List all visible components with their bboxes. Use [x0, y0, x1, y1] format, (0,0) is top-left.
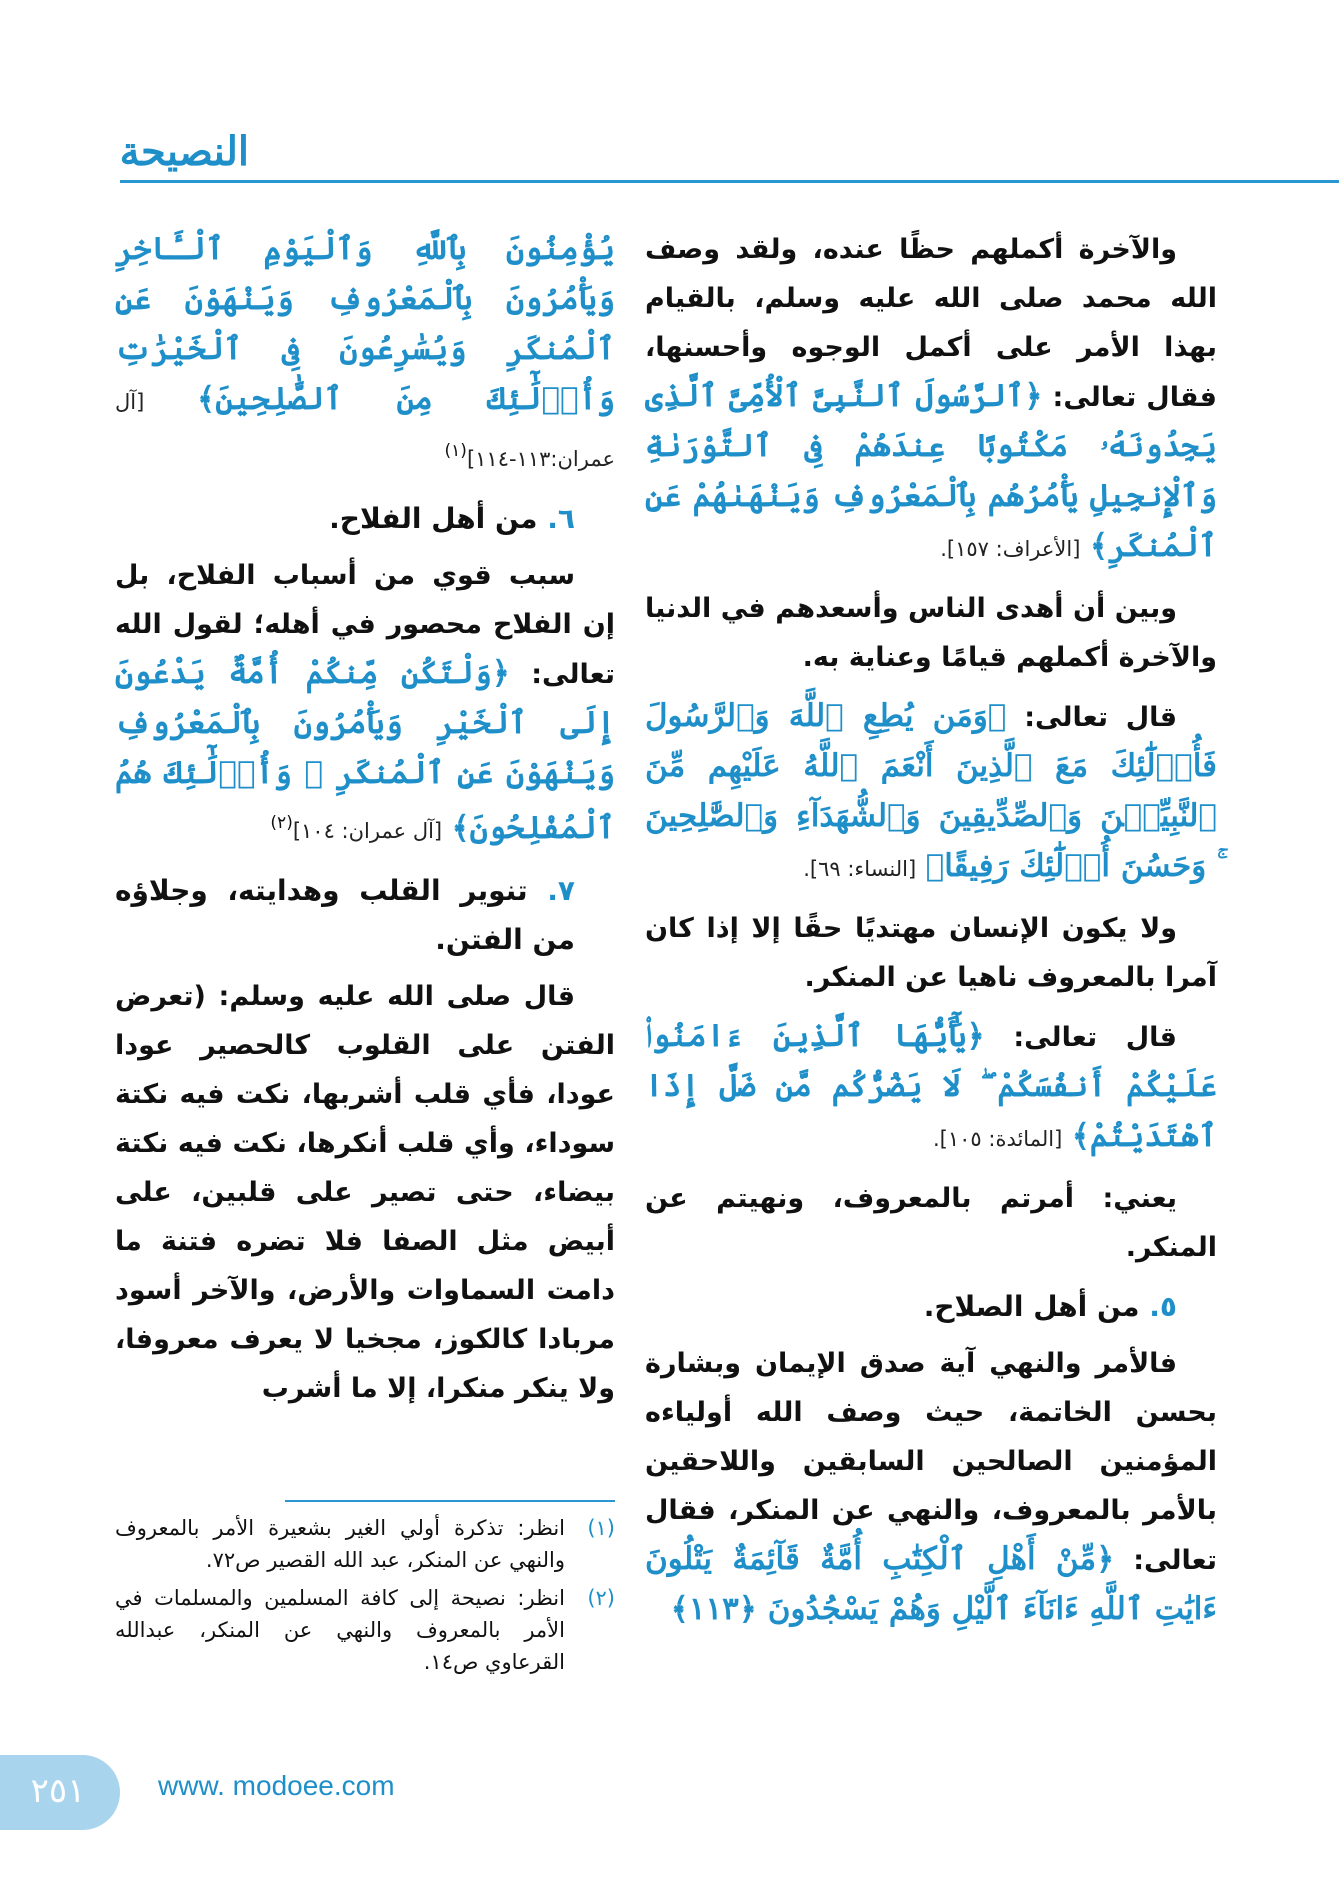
paragraph-text: سبب قوي من أسباب الفلاح، بل إن الفلاح محصور في أهله؛ لقول الله تعالى: — [115, 560, 615, 690]
quran-verse: ﴿ٱلرَّسُولَ ٱلنَّبِىَّ ٱلْأُمِّىَّ ٱلَّذِى يَجِدُونَهُۥ مَكْتُوبًا عِندَهُمْ فِى ٱلتَّوْرَىٰةِ وَٱلْإِنجِيلِ يَأْمُرُهُم بِٱلْمَعْرُوفِ وَيَنْهَىٰهُمْ عَنِ ٱلْمُنكَرِ﴾ — [645, 378, 1217, 564]
quran-verse: ﴿وَلْتَكُن مِّنكُمْ أُمَّةٌ يَدْعُونَ إِلَى ٱلْخَيْرِ وَيَأْمُرُونَ بِٱلْمَعْرُوفِ وَيَنْهَوْنَ عَنِ ٱلْمُنكَرِ ۚ وَأُو۟لَٰٓئِكَ هُمُ ٱلْمُفْلِحُونَ﴾ — [115, 655, 615, 846]
paragraph — [645, 1174, 1217, 1272]
heading-text: من أهل الصلاح. — [923, 1290, 1140, 1323]
page-number: ٢٥١ — [30, 1771, 86, 1811]
footnotes — [115, 1512, 615, 1684]
verse-reference: [المائدة: ١٠٥]. — [932, 1127, 1063, 1151]
quran-verse: ﴿مِّنْ أَهْلِ ٱلْكِتَٰبِ أُمَّةٌ قَآئِمَةٌ يَتْلُونَ ءَايَٰتِ ٱللَّهِ ءَانَآءَ ٱلَّيْلِ وَهُمْ يَسْجُدُونَ ﴿١١٣﴾ — [645, 1541, 1217, 1627]
paragraph — [645, 1012, 1217, 1164]
footnote-rule — [285, 1500, 615, 1502]
paragraph — [645, 225, 1217, 574]
verse-reference: [آل عمران:١١٣-١١٤] — [115, 390, 615, 471]
page-number-tab — [0, 1755, 120, 1830]
footnote-marker: (٢) — [270, 813, 293, 833]
chapter-title: النصيحة — [119, 128, 249, 175]
footnote-number: (١) — [587, 1516, 615, 1540]
heading-text: من أهل الفلاح. — [329, 502, 538, 535]
verse-reference: [النساء: ٦٩]. — [803, 857, 917, 881]
page-header — [0, 0, 1339, 200]
verse-reference: [الأعراف: ١٥٧]. — [940, 537, 1081, 561]
section-heading-7 — [115, 866, 615, 964]
section-heading-5 — [645, 1282, 1217, 1331]
footnote — [115, 1512, 615, 1576]
paragraph — [115, 225, 615, 484]
footnote-marker: (١) — [444, 441, 467, 461]
paragraph — [645, 584, 1217, 682]
footnote-text: انظر: نصيحة إلى كافة المسلمين والمسلمات في الأمر بالمعروف والنهي عن المنكر، عبدالله القرعاوي ص١٤. — [115, 1586, 565, 1674]
paragraph-text: قال صلى الله عليه وسلم: (تعرض الفتن على القلوب كالحصير عودا عودا، فأي قلب أشربها، نكت فيه نكتة سوداء، وأي قلب أنكرها، نكت فيه نكتة بيضاء، حتى تصير على قلبين، على أبيض مثل الصفا فلا تضره فتنة ما دامت السماوات والأرض، والآخر أسود مربادا كالكوز، مجخيا لا يعرف معروفا، ولا ينكر منكرا، إلا ما أشرب — [115, 981, 615, 1404]
paragraph-text: وبين أن أهدى الناس وأسعدهم في الدنيا والآخرة أكملهم قيامًا وعناية به. — [645, 593, 1217, 673]
quran-verse: ﴿يَٰٓأَيُّهَا ٱلَّذِينَ ءَامَنُوا۟ عَلَيْكُمْ أَنفُسَكُمْ ۖ لَا يَضُرُّكُم مَّن ضَلَّ إِذَا ٱهْتَدَيْتُمْ﴾ — [645, 1018, 1217, 1154]
verse-intro: فقال تعالى: — [645, 1495, 1217, 1576]
quran-verse: يُؤْمِنُونَ بِٱللَّهِ وَٱلْيَوْمِ ٱلْـَٔاخِرِ وَيَأْمُرُونَ بِٱلْمَعْرُوفِ وَيَنْهَوْنَ عَنِ ٱلْمُنكَرِ وَيُسَٰرِعُونَ فِى ٱلْخَيْرَٰتِ وَأُو۟لَٰٓئِكَ مِنَ ٱلصَّٰلِحِينَ﴾ — [115, 231, 615, 417]
paragraph — [115, 551, 615, 856]
paragraph — [645, 1339, 1217, 1635]
website-link[interactable]: www. modoee.com — [158, 1770, 395, 1801]
right-column — [645, 225, 1217, 1645]
heading-number: ٦. — [547, 502, 575, 535]
footnote — [115, 1582, 615, 1678]
verse-reference: [آل عمران: ١٠٤] — [292, 819, 443, 843]
footnote-text: انظر: تذكرة أولي الغير بشعيرة الأمر بالمعروف والنهي عن المنكر، عبد الله القصير ص٧٢. — [115, 1516, 565, 1572]
quran-verse: ﴿وَمَن يُطِعِ ٱللَّهَ وَٱلرَّسُولَ فَأُو۟لَٰٓئِكَ مَعَ ٱلَّذِينَ أَنْعَمَ ٱللَّهُ عَلَيْهِم مِّنَ ٱلنَّبِيِّـۧنَ وَٱلصِّدِّيقِينَ وَٱلشُّهَدَآءِ وَٱلصَّٰلِحِينَ ۚ وَحَسُنَ أُو۟لَٰٓئِكَ رَفِيقًا﴾ — [645, 698, 1217, 884]
left-column — [115, 225, 615, 1423]
paragraph-text: والآخرة أكملهم حظًا عنده، ولقد وصف الله محمد صلى الله عليه وسلم، بالقيام بهذا الأمر على أكمل الوجوه وأحسنها، — [645, 234, 1217, 363]
paragraph — [645, 904, 1217, 1002]
verse-intro: قال تعالى: — [1013, 1022, 1177, 1053]
footnote-number: (٢) — [587, 1586, 615, 1610]
heading-text: تنوير القلب وهدايته، وجلاؤه من الفتن. — [115, 874, 575, 956]
heading-number: ٧. — [547, 874, 576, 907]
section-heading-6 — [115, 494, 615, 543]
heading-number: ٥. — [1149, 1290, 1177, 1323]
paragraph-text: يعني: أمرتم بالمعروف، ونهيتم عن المنكر. — [645, 1183, 1217, 1263]
verse-intro: قال تعالى: — [1024, 702, 1177, 733]
paragraph — [645, 692, 1217, 894]
verse-intro: فقال تعالى: — [1052, 382, 1217, 413]
paragraph — [115, 972, 615, 1413]
header-rule — [120, 180, 1339, 183]
paragraph-text: فالأمر والنهي آية صدق الإيمان وبشارة بحسن الخاتمة، حيث وصف الله أولياءه المؤمنين الصالحين السابقين واللاحقين بالأمر بالمعروف، والنهي عن المنكر، — [645, 1348, 1217, 1526]
paragraph-text: ولا يكون الإنسان مهتديًا حقًا إلا إذا كان آمرا بالمعروف ناهيا عن المنكر. — [645, 913, 1217, 993]
